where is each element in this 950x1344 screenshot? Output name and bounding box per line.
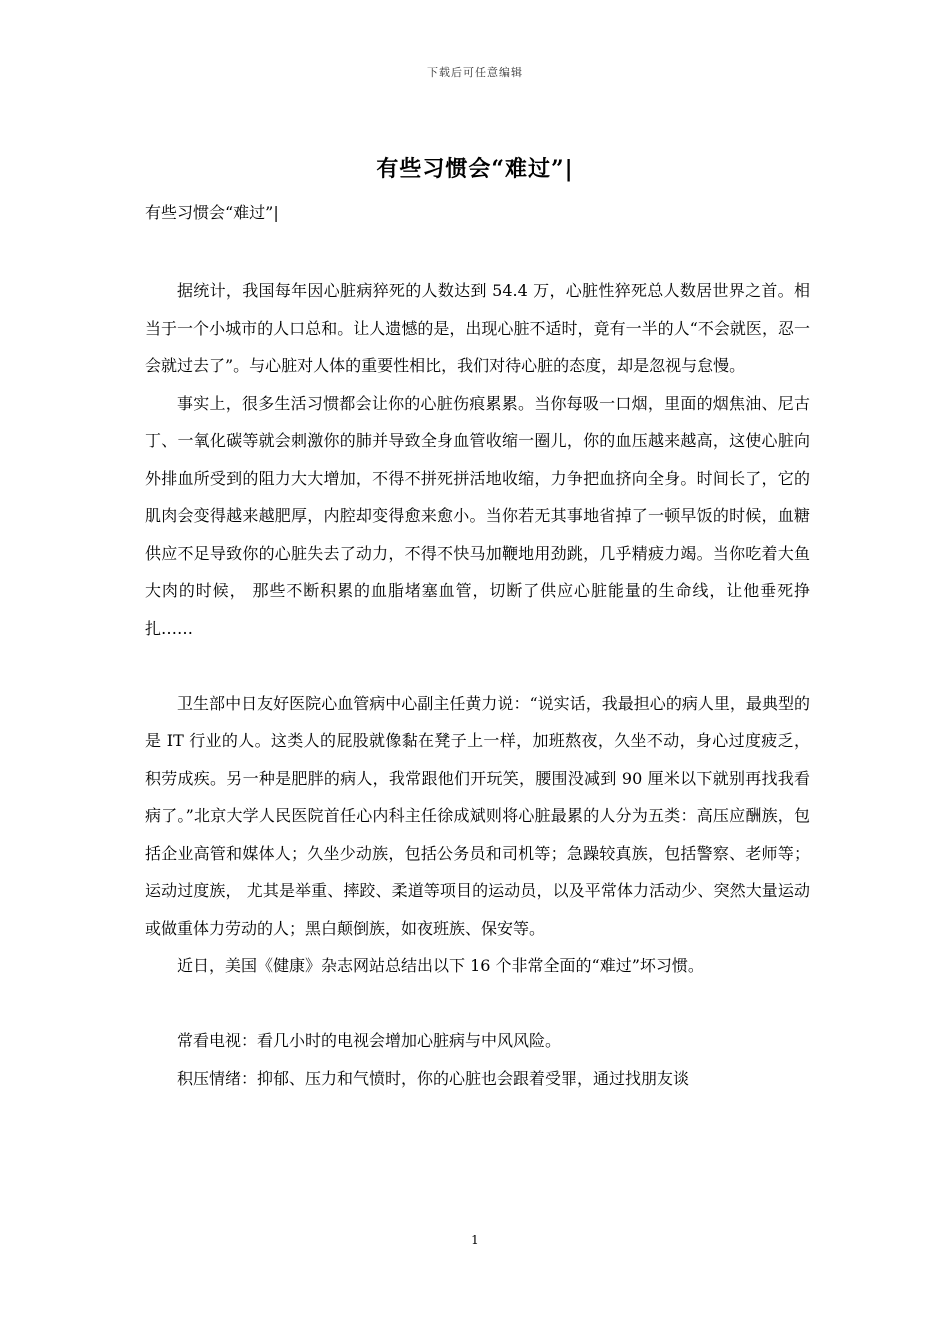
paragraph-expert-quote: 卫生部中日友好医院心血管病中心副主任黄力说：“说实话，我最担心的病人里，最典型的是 IT 行业的人。这类人的屁股就像黏在凳子上一样，加班熬夜，久坐不动，身心过度疲乏，积劳成疾。另一种是肥胖的病人，我常跟他们开玩笑，腰围没减到 90 厘米以下就别再找我看病了。”北京大学人民医院首任心内科主任徐成斌则将心脏最累的人分为五类：高压应酬族，包括企业高管和媒体人；久坐少动族，包括公务员和司机等；急躁较真族，包括警察、老师等；运动过度族， 尤其是举重、摔跤、柔道等项目的运动员，以及平常体力活动少、突然大量运动或做重体力劳动的人；黑白颠倒族，如夜班族、保安等。 (145, 693, 810, 938)
page-header-note: 下载后可任意编辑 (427, 66, 523, 79)
document-title: 有些习惯会“难过”| (376, 156, 574, 182)
paragraph-statistics: 据统计，我国每年因心脏病猝死的人数达到 54.4 万，心脏性猝死总人数居世界之首。相当于一个小城市的人口总和。让人遗憾的是，出现心脏不适时，竟有一半的人“不会就医，忍一会就过去了”。与心脏对人体的重要性相比，我们对待心脏的态度，却是忽视与怠慢。 (145, 281, 810, 375)
paragraph-gap (145, 647, 810, 685)
document-body (145, 272, 810, 1097)
paragraph-gap (145, 985, 810, 1023)
paragraph-habits: 事实上，很多生活习惯都会让你的心脏伤痕累累。当你每吸一口烟，里面的烟焦油、尼古丁、一氧化碳等就会刺激你的肺并导致全身血管收缩一圈儿，你的血压越来越高，这使心脏向外排血所受到的阻力大大增加，不得不拼死拼活地收缩，力争把血挤向全身。时间长了，它的肌肉会变得越来越肥厚，内腔却变得愈来愈小。当你若无其事地省掉了一顿早饭的时候，血糖供应不足导致你的心脏失去了动力，不得不快马加鞭地用劲跳，几乎精疲力竭。当你吃着大鱼大肉的时候， 那些不断积累的血脂堵塞血管，切断了供应心脏能量的生命线，让他垂死挣扎…… (145, 393, 810, 638)
page-number: 1 (471, 1233, 479, 1247)
list-item-tv: 常看电视：看几小时的电视会增加心脏病与中风风险。 (177, 1031, 562, 1050)
list-item-emotions: 积压情绪：抑郁、压力和气愤时，你的心脏也会跟着受罪，通过找朋友谈 (177, 1068, 690, 1088)
paragraph-health-magazine: 近日，美国《健康》杂志网站总结出以下 16 个非常全面的“难过”坏习惯。 (177, 956, 704, 975)
document-subtitle: 有些习惯会“难过”| (145, 203, 279, 222)
